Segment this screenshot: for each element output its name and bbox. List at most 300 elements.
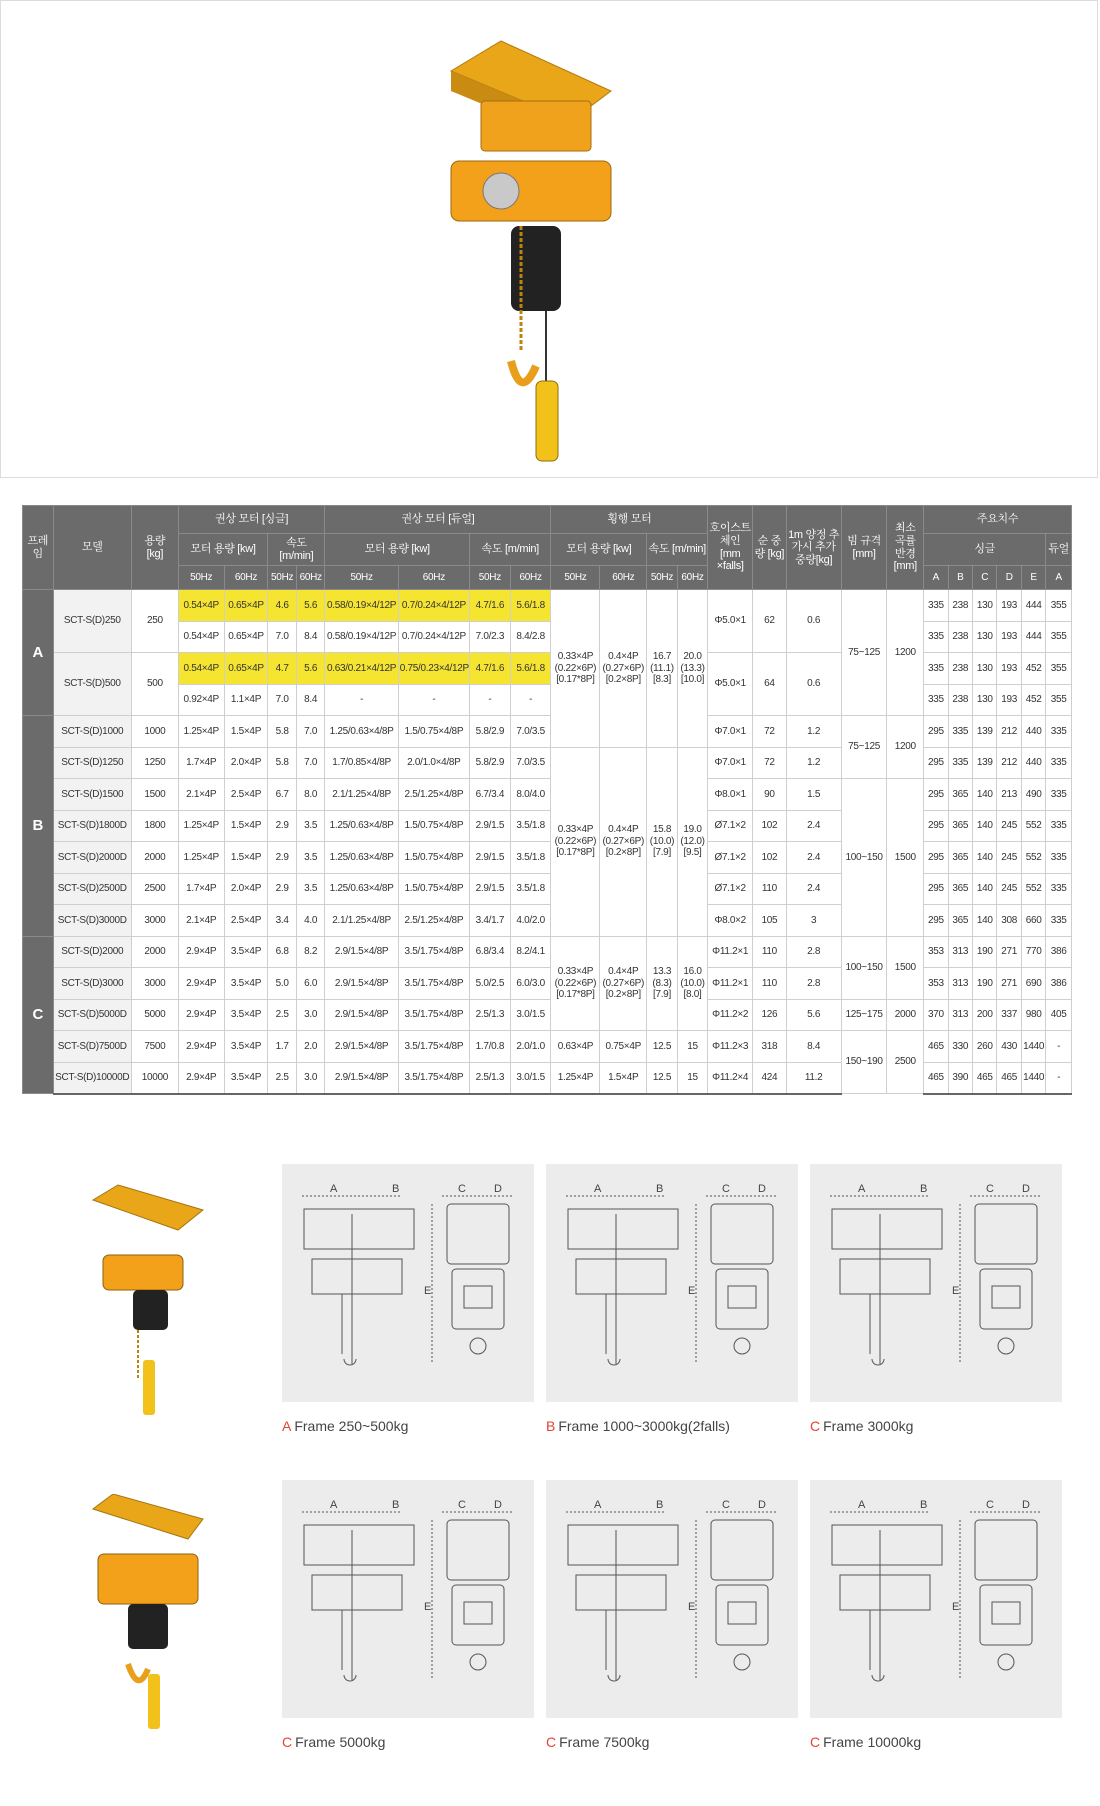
header-dims: 주요치수 — [924, 506, 1072, 534]
spec-cell: 2.9/1.5 — [470, 873, 511, 905]
diagram-caption — [282, 1734, 385, 1750]
dim-a: A — [924, 566, 948, 590]
dim-cell: 335 — [1046, 905, 1072, 937]
dim-cell: 552 — [1021, 873, 1045, 905]
spec-cell: 3.0/1.5 — [510, 1062, 551, 1094]
spec-cell: 5.8/2.9 — [470, 716, 511, 748]
caption-frame-letter: C — [546, 1734, 557, 1750]
svg-text:A: A — [858, 1499, 866, 1511]
dim-cell: 355 — [1046, 621, 1072, 653]
capacity-cell: 2000 — [131, 842, 178, 874]
dim-cell: 193 — [997, 684, 1021, 716]
spec-cell: 1.25×4P — [178, 810, 224, 842]
extra-weight-cell: 3 — [786, 905, 841, 937]
extra-weight-cell: 1.5 — [786, 779, 841, 811]
dim-cell: 271 — [997, 968, 1021, 1000]
spec-cell: 7.0/3.5 — [510, 747, 551, 779]
spec-cell: 2.0/1.0 — [510, 1031, 551, 1063]
dim-cell: 190 — [973, 936, 997, 968]
spec-cell: 2.5×4P — [224, 905, 268, 937]
weight-cell: 110 — [753, 873, 787, 905]
spec-cell: 7.0 — [296, 716, 325, 748]
spec-cell: 2.5×4P — [224, 779, 268, 811]
dim-cell: 335 — [948, 716, 972, 748]
dim-cell: 370 — [924, 999, 948, 1031]
header-chain: 호이스트 체인 [mm ×falls] — [708, 506, 753, 590]
spec-cell: 0.54×4P — [178, 653, 224, 685]
spec-table — [22, 505, 1072, 1095]
model-cell: SCT-S(D)500 — [53, 653, 131, 716]
frame-label: B — [23, 716, 54, 937]
svg-text:D: D — [1022, 1183, 1030, 1195]
extra-weight-cell: 2.4 — [786, 842, 841, 874]
frame-dimension-diagram — [810, 1164, 1062, 1402]
spec-cell: 3.5/1.75×4/8P — [398, 1062, 469, 1094]
dim-cell: 337 — [997, 999, 1021, 1031]
dim-cell: 130 — [973, 590, 997, 622]
beam-cell: 100~150 — [841, 779, 887, 937]
dim-cell: 465 — [924, 1062, 948, 1094]
spec-cell: 2.9/1.5×4/8P — [325, 1031, 398, 1063]
traverse-cell: 15.8 (10.0) [7.9] — [647, 747, 678, 936]
svg-text:A: A — [858, 1183, 866, 1195]
traverse-cell: 12.5 — [647, 1062, 678, 1094]
electric-chain-hoist-image — [441, 31, 621, 471]
traverse-cell: 15 — [677, 1031, 708, 1063]
svg-text:E: E — [952, 1285, 960, 1297]
dim-cell: 139 — [973, 716, 997, 748]
spec-cell: 0.75/0.23×4/12P — [398, 653, 469, 685]
weight-cell: 64 — [753, 653, 787, 716]
chain-cell: Φ8.0×1 — [708, 779, 753, 811]
header-single-kw: 모터 용량 [kw] — [178, 534, 268, 566]
spec-cell: 6.0 — [296, 968, 325, 1000]
frame-label: A — [23, 590, 54, 716]
spec-cell: - — [510, 684, 551, 716]
dim-cell: 260 — [973, 1031, 997, 1063]
chain-cell: Φ11.2×1 — [708, 968, 753, 1000]
diagram-caption — [546, 1734, 649, 1750]
traverse-cell: 16.7 (11.1) [8.3] — [647, 590, 678, 748]
spec-cell: 1.7/0.8 — [470, 1031, 511, 1063]
svg-text:B: B — [656, 1499, 664, 1511]
hz60: 60Hz — [398, 566, 469, 590]
dim-cell: 295 — [924, 810, 948, 842]
model-cell: SCT-S(D)2000D — [53, 842, 131, 874]
dim-cell: 440 — [1021, 716, 1045, 748]
spec-cell: 0.58/0.19×4/12P — [325, 590, 398, 622]
svg-text:C: C — [986, 1183, 994, 1195]
weight-cell: 102 — [753, 810, 787, 842]
spec-cell: 1.25/0.63×4/8P — [325, 810, 398, 842]
spec-cell: 0.65×4P — [224, 590, 268, 622]
dim-cell: 335 — [924, 621, 948, 653]
dim-cell: 335 — [1046, 716, 1072, 748]
spec-cell: 7.0 — [268, 621, 297, 653]
dim-cell: 212 — [997, 747, 1021, 779]
hz50: 50Hz — [178, 566, 224, 590]
dim-cell: 335 — [1046, 779, 1072, 811]
caption-text: Frame 250~500kg — [294, 1418, 409, 1434]
chain-cell: Φ11.2×4 — [708, 1062, 753, 1094]
spec-cell: 0.65×4P — [224, 621, 268, 653]
dim-cell: 430 — [997, 1031, 1021, 1063]
dim-cell: 690 — [1021, 968, 1045, 1000]
traverse-cell: 0.4×4P (0.27×6P) [0.2×8P] — [600, 936, 647, 1031]
dim-cell: 770 — [1021, 936, 1045, 968]
dim-cell: 130 — [973, 621, 997, 653]
dim-cell: 452 — [1021, 653, 1045, 685]
spec-cell: 2.1/1.25×4/8P — [325, 779, 398, 811]
dim-b: B — [948, 566, 972, 590]
spec-cell: - — [398, 684, 469, 716]
dim-cell: 140 — [973, 905, 997, 937]
svg-text:E: E — [424, 1285, 432, 1297]
dim-cell: 130 — [973, 684, 997, 716]
spec-cell: 1.7 — [268, 1031, 297, 1063]
dim-cell: 313 — [948, 936, 972, 968]
spec-cell: 6.7/3.4 — [470, 779, 511, 811]
diagram-caption — [282, 1418, 408, 1434]
spec-cell: 2.9×4P — [178, 968, 224, 1000]
frame-label: C — [23, 936, 54, 1094]
extra-weight-cell: 8.4 — [786, 1031, 841, 1063]
beam-cell: 100~150 — [841, 936, 887, 999]
dim-cell: 335 — [924, 653, 948, 685]
traverse-cell: 0.33×4P (0.22×6P) [0.17*8P] — [551, 936, 600, 1031]
spec-cell: 3.5 — [296, 842, 325, 874]
spec-cell: 0.65×4P — [224, 653, 268, 685]
weight-cell: 110 — [753, 968, 787, 1000]
dim-cell: 295 — [924, 747, 948, 779]
svg-text:D: D — [1022, 1499, 1030, 1511]
spec-cell: 8.2 — [296, 936, 325, 968]
spec-cell: 3.5/1.75×4/8P — [398, 999, 469, 1031]
svg-text:B: B — [392, 1499, 400, 1511]
diagram-caption — [810, 1418, 913, 1434]
spec-cell: 2.9×4P — [178, 936, 224, 968]
spec-cell: 2.0 — [296, 1031, 325, 1063]
spec-cell: 2.9×4P — [178, 999, 224, 1031]
model-cell: SCT-S(D)2500D — [53, 873, 131, 905]
product-hero — [0, 0, 1098, 478]
spec-cell: 0.54×4P — [178, 621, 224, 653]
svg-text:A: A — [594, 1183, 602, 1195]
dim-cell: 552 — [1021, 810, 1045, 842]
caption-frame-letter: C — [810, 1418, 821, 1434]
table-row — [23, 716, 1072, 748]
spec-cell: 4.7/1.6 — [470, 653, 511, 685]
spec-cell: 3.5 — [296, 873, 325, 905]
spec-cell: 5.6/1.8 — [510, 590, 551, 622]
svg-text:B: B — [920, 1183, 928, 1195]
spec-cell: 6.8 — [268, 936, 297, 968]
frame-dimension-diagram — [282, 1164, 534, 1402]
spec-cell: 3.5/1.8 — [510, 873, 551, 905]
spec-cell: 2.9/1.5 — [470, 842, 511, 874]
spec-cell: 2.1×4P — [178, 779, 224, 811]
dim-cell: 139 — [973, 747, 997, 779]
hz60: 60Hz — [677, 566, 708, 590]
capacity-cell: 250 — [131, 590, 178, 653]
hz60: 60Hz — [224, 566, 268, 590]
dimension-drawing — [282, 1480, 534, 1718]
dim-cell: 190 — [973, 968, 997, 1000]
extra-weight-cell: 1.2 — [786, 747, 841, 779]
spec-cell: 1.5×4P — [224, 716, 268, 748]
dim-cell: 552 — [1021, 842, 1045, 874]
svg-text:D: D — [494, 1183, 502, 1195]
weight-cell: 90 — [753, 779, 787, 811]
beam-cell: 125~175 — [841, 999, 887, 1031]
hz50: 50Hz — [647, 566, 678, 590]
capacity-cell: 3000 — [131, 968, 178, 1000]
traverse-cell: 19.0 (12.0) [9.5] — [677, 747, 708, 936]
spec-cell: 2.5/1.3 — [470, 1062, 511, 1094]
traverse-cell: 15 — [677, 1062, 708, 1094]
traverse-cell: 20.0 (13.3) [10.0] — [677, 590, 708, 748]
spec-cell: 5.0/2.5 — [470, 968, 511, 1000]
svg-text:C: C — [986, 1499, 994, 1511]
header-traverse: 횡행 모터 — [551, 506, 708, 534]
header-traverse-kw: 모터 용량 [kw] — [551, 534, 647, 566]
dim-cell: 390 — [948, 1062, 972, 1094]
dim-cell: 660 — [1021, 905, 1045, 937]
weight-cell: 126 — [753, 999, 787, 1031]
spec-cell: 1.5/0.75×4/8P — [398, 873, 469, 905]
spec-cell: 1.25/0.63×4/8P — [325, 842, 398, 874]
header-single-speed: 속도 [m/min] — [268, 534, 325, 566]
spec-cell: 3.0/1.5 — [510, 999, 551, 1031]
header-dual: 듀얼 — [1046, 534, 1072, 566]
spec-cell: 2.9/1.5×4/8P — [325, 936, 398, 968]
spec-cell: 2.9/1.5×4/8P — [325, 968, 398, 1000]
spec-cell: 3.0 — [296, 999, 325, 1031]
spec-cell: 1.25/0.63×4/8P — [325, 716, 398, 748]
spec-cell: 2.0×4P — [224, 747, 268, 779]
header-dual-kw: 모터 용량 [kw] — [325, 534, 470, 566]
dim-cell: 313 — [948, 999, 972, 1031]
header-extra-weight: 1m 양정 추가시 추가 중량[kg] — [786, 506, 841, 590]
header-beam: 빔 규격 [mm] — [841, 506, 887, 590]
dim-cell: 355 — [1046, 590, 1072, 622]
spec-cell: 1.5/0.75×4/8P — [398, 716, 469, 748]
caption-frame-letter: C — [282, 1734, 293, 1750]
chain-cell: Φ11.2×1 — [708, 936, 753, 968]
spec-cell: 1.5×4P — [224, 810, 268, 842]
table-row — [23, 1031, 1072, 1063]
dim-cell: 295 — [924, 716, 948, 748]
dim-e: E — [1021, 566, 1045, 590]
dim-cell: 238 — [948, 621, 972, 653]
spec-cell: 3.5×4P — [224, 1031, 268, 1063]
spec-cell: 2.0×4P — [224, 873, 268, 905]
frame-dimension-diagram — [282, 1480, 534, 1718]
dim-cell: 140 — [973, 873, 997, 905]
spec-cell: 3.4/1.7 — [470, 905, 511, 937]
traverse-cell: 0.4×4P (0.27×6P) [0.2×8P] — [600, 590, 647, 748]
spec-cell: 3.5×4P — [224, 1062, 268, 1094]
traverse-cell: 0.33×4P (0.22×6P) [0.17*8P] — [551, 590, 600, 748]
table-row — [23, 590, 1072, 622]
weight-cell: 102 — [753, 842, 787, 874]
spec-cell: 5.6 — [296, 590, 325, 622]
dim-cell: 295 — [924, 842, 948, 874]
dim-cell: 213 — [997, 779, 1021, 811]
hz60: 60Hz — [510, 566, 551, 590]
svg-text:E: E — [952, 1601, 960, 1613]
traverse-cell: 13.3 (8.3) [7.9] — [647, 936, 678, 1031]
capacity-cell: 7500 — [131, 1031, 178, 1063]
spec-cell: 1.5×4P — [224, 842, 268, 874]
hoist-product-image — [88, 1180, 208, 1420]
dim-cell: 308 — [997, 905, 1021, 937]
chain-cell: Ø7.1×2 — [708, 842, 753, 874]
hz50: 50Hz — [551, 566, 600, 590]
spec-cell: 3.5/1.8 — [510, 810, 551, 842]
chain-cell: Ø7.1×2 — [708, 810, 753, 842]
dim-cell: - — [1046, 1062, 1072, 1094]
table-row — [23, 779, 1072, 811]
dim-cell: 353 — [924, 936, 948, 968]
dim-cell: 365 — [948, 842, 972, 874]
spec-cell: 0.63/0.21×4/12P — [325, 653, 398, 685]
hz60: 60Hz — [600, 566, 647, 590]
hoist-product-image — [88, 1494, 208, 1734]
traverse-cell: 0.4×4P (0.27×6P) [0.2×8P] — [600, 747, 647, 936]
weight-cell: 424 — [753, 1062, 787, 1094]
dim-cell: 335 — [1046, 873, 1072, 905]
model-cell: SCT-S(D)250 — [53, 590, 131, 653]
table-row — [23, 936, 1072, 968]
traverse-cell: 0.75×4P — [600, 1031, 647, 1063]
capacity-cell: 10000 — [131, 1062, 178, 1094]
dim-cell: 193 — [997, 653, 1021, 685]
weight-cell: 72 — [753, 747, 787, 779]
svg-text:E: E — [688, 1285, 696, 1297]
traverse-cell: 1.5×4P — [600, 1062, 647, 1094]
spec-cell: 7.0 — [296, 747, 325, 779]
dim-cell: 200 — [973, 999, 997, 1031]
header-hoist-dual: 권상 모터 [듀얼] — [325, 506, 551, 534]
model-cell: SCT-S(D)1000 — [53, 716, 131, 748]
svg-text:E: E — [424, 1601, 432, 1613]
dim-cell: 140 — [973, 810, 997, 842]
spec-cell: 6.8/3.4 — [470, 936, 511, 968]
caption-text: Frame 10000kg — [823, 1734, 922, 1750]
dim-cell: 355 — [1046, 684, 1072, 716]
dim-cell: 386 — [1046, 936, 1072, 968]
spec-cell: 2.9/1.5×4/8P — [325, 1062, 398, 1094]
svg-text:E: E — [688, 1601, 696, 1613]
model-cell: SCT-S(D)5000D — [53, 999, 131, 1031]
spec-cell: 0.58/0.19×4/12P — [325, 621, 398, 653]
header-net-weight: 순 중량 [kg] — [753, 506, 787, 590]
extra-weight-cell: 5.6 — [786, 999, 841, 1031]
dim-cell: 130 — [973, 653, 997, 685]
dim-cell: 330 — [948, 1031, 972, 1063]
hz50: 50Hz — [268, 566, 297, 590]
dim-cell: 440 — [1021, 747, 1045, 779]
header-traverse-speed: 속도 [m/min] — [647, 534, 708, 566]
dim-cell: 365 — [948, 905, 972, 937]
model-cell: SCT-S(D)1800D — [53, 810, 131, 842]
header-single: 싱글 — [924, 534, 1046, 566]
dim-cell: 245 — [997, 873, 1021, 905]
header-capacity: 용량 [kg] — [131, 506, 178, 590]
spec-cell: 1.25×4P — [178, 842, 224, 874]
hz60: 60Hz — [296, 566, 325, 590]
header-frame: 프레임 — [23, 506, 54, 590]
spec-cell: 1.5/0.75×4/8P — [398, 842, 469, 874]
spec-cell: 2.1/1.25×4/8P — [325, 905, 398, 937]
spec-cell: 3.5×4P — [224, 936, 268, 968]
radius-cell: 1500 — [887, 779, 924, 937]
spec-cell: 2.9/1.5 — [470, 810, 511, 842]
header-row-1 — [23, 506, 1072, 534]
traverse-cell: 1.25×4P — [551, 1062, 600, 1094]
spec-cell: 3.0 — [296, 1062, 325, 1094]
weight-cell: 72 — [753, 716, 787, 748]
table-row — [23, 999, 1072, 1031]
spec-cell: 3.5×4P — [224, 999, 268, 1031]
dim-cell: 365 — [948, 779, 972, 811]
spec-cell: 2.9 — [268, 873, 297, 905]
dim-cell: 295 — [924, 905, 948, 937]
dim-cell: 452 — [1021, 684, 1045, 716]
spec-cell: 8.4 — [296, 684, 325, 716]
caption-text: Frame 1000~3000kg(2falls) — [558, 1418, 730, 1434]
dim-cell: 313 — [948, 968, 972, 1000]
svg-text:A: A — [594, 1499, 602, 1511]
spec-cell: 2.5 — [268, 999, 297, 1031]
spec-cell: 2.0/1.0×4/8P — [398, 747, 469, 779]
header-dual-speed: 속도 [m/min] — [470, 534, 551, 566]
spec-cell: 4.0/2.0 — [510, 905, 551, 937]
spec-cell: 0.92×4P — [178, 684, 224, 716]
capacity-cell: 1000 — [131, 716, 178, 748]
frame-dimension-diagram — [546, 1480, 798, 1718]
dim-cell: 295 — [924, 779, 948, 811]
frame-dimension-diagram — [546, 1164, 798, 1402]
dim-cell: 212 — [997, 716, 1021, 748]
model-cell: SCT-S(D)10000D — [53, 1062, 131, 1094]
spec-cell: 5.8 — [268, 747, 297, 779]
spec-cell: 8.4/2.8 — [510, 621, 551, 653]
extra-weight-cell: 11.2 — [786, 1062, 841, 1094]
capacity-cell: 1800 — [131, 810, 178, 842]
spec-cell: 2.9×4P — [178, 1062, 224, 1094]
extra-weight-cell: 1.2 — [786, 716, 841, 748]
header-min-radius: 최소 곡률 반경 [mm] — [887, 506, 924, 590]
beam-cell: 75~125 — [841, 716, 887, 779]
chain-cell: Φ5.0×1 — [708, 590, 753, 653]
spec-cell: 1.25/0.63×4/8P — [325, 873, 398, 905]
svg-text:A: A — [330, 1499, 338, 1511]
dimension-drawing — [282, 1164, 534, 1402]
radius-cell: 1200 — [887, 590, 924, 716]
dim-a-dual: A — [1046, 566, 1072, 590]
dim-cell: 271 — [997, 936, 1021, 968]
spec-cell: 2.9×4P — [178, 1031, 224, 1063]
svg-text:D: D — [494, 1499, 502, 1511]
spec-cell: 5.6 — [296, 653, 325, 685]
radius-cell: 1200 — [887, 716, 924, 779]
svg-text:C: C — [722, 1499, 730, 1511]
model-cell: SCT-S(D)3000 — [53, 968, 131, 1000]
dim-cell: 193 — [997, 590, 1021, 622]
dimension-drawing — [810, 1164, 1062, 1402]
